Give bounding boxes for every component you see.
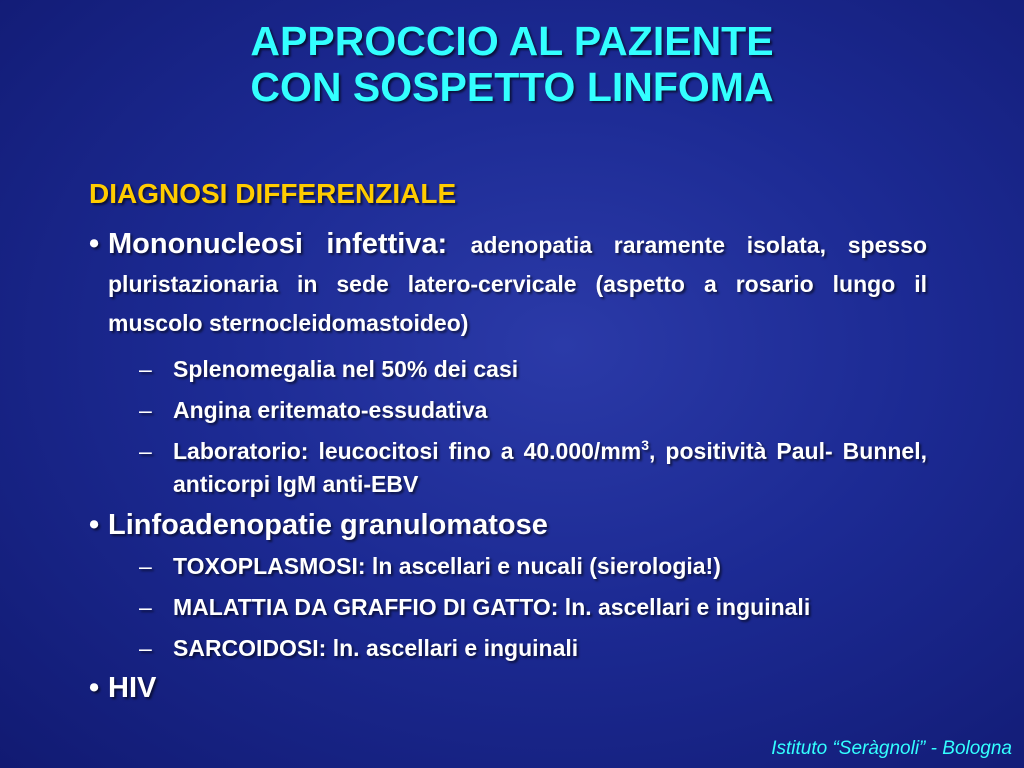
slide-title [0, 18, 1024, 110]
sub-item-text: Splenomegalia nel 50% dei casi [173, 356, 519, 382]
slide-title-line-1: APPROCCIO AL PAZIENTE [250, 18, 774, 64]
sub-item [89, 394, 927, 427]
bullet-hiv [89, 671, 927, 705]
sub-item [89, 550, 927, 583]
sub-item-text: TOXOPLASMOSI: ln ascellari e nucali (sierologia!) [173, 553, 721, 579]
lab-superscript: 3 [641, 437, 650, 453]
dash-marker: – [139, 438, 152, 464]
bullet-lead: HIV [108, 672, 157, 704]
bullet-marker: • [89, 228, 100, 260]
sub-item [89, 632, 927, 665]
bullet-linfoadenopatie [89, 508, 927, 542]
bullet-body: adenopatia raramente isolata, spesso pluristazionaria in sede latero-cervicale (aspetto a rosario lungo il muscolo sternocleidomastoideo) [108, 232, 927, 336]
bullet-lead: Linfoadenopatie granulomatose [108, 509, 548, 541]
dash-marker: – [139, 635, 152, 661]
slide-title-line-2: CON SOSPETTO LINFOMA [250, 64, 774, 110]
bullet-mononucleosi [89, 226, 927, 345]
sub-item-text: MALATTIA DA GRAFFIO DI GATTO: ln. ascellari e inguinali [173, 594, 811, 620]
dash-marker: – [139, 594, 152, 620]
sub-item-laboratorio [89, 435, 927, 501]
lab-text-pre: Laboratorio: leucocitosi fino a 40.000/mm [173, 438, 642, 464]
sub-item-text: Angina eritemato-essudativa [173, 397, 488, 423]
sub-item [89, 353, 927, 386]
dash-marker: – [139, 356, 152, 382]
sub-list-granulomatose [89, 550, 927, 665]
bullet-lead: Mononucleosi infettiva: [108, 228, 471, 260]
footer-institution: Istituto “Seràgnoli” - Bologna [771, 738, 1012, 759]
bullet-marker: • [89, 672, 100, 704]
sub-item-text: SARCOIDOSI: ln. ascellari e inguinali [173, 635, 579, 661]
section-heading: DIAGNOSI DIFFERENZIALE [89, 178, 457, 209]
bullet-marker: • [89, 509, 100, 541]
slide-content [89, 226, 927, 705]
lab-text-post: , positività Paul- Bunnel, anticorpi IgM anti-EBV [173, 438, 927, 497]
sub-item [89, 591, 927, 624]
sub-list-mononucleosi [89, 353, 927, 501]
dash-marker: – [139, 397, 152, 423]
dash-marker: – [139, 553, 152, 579]
